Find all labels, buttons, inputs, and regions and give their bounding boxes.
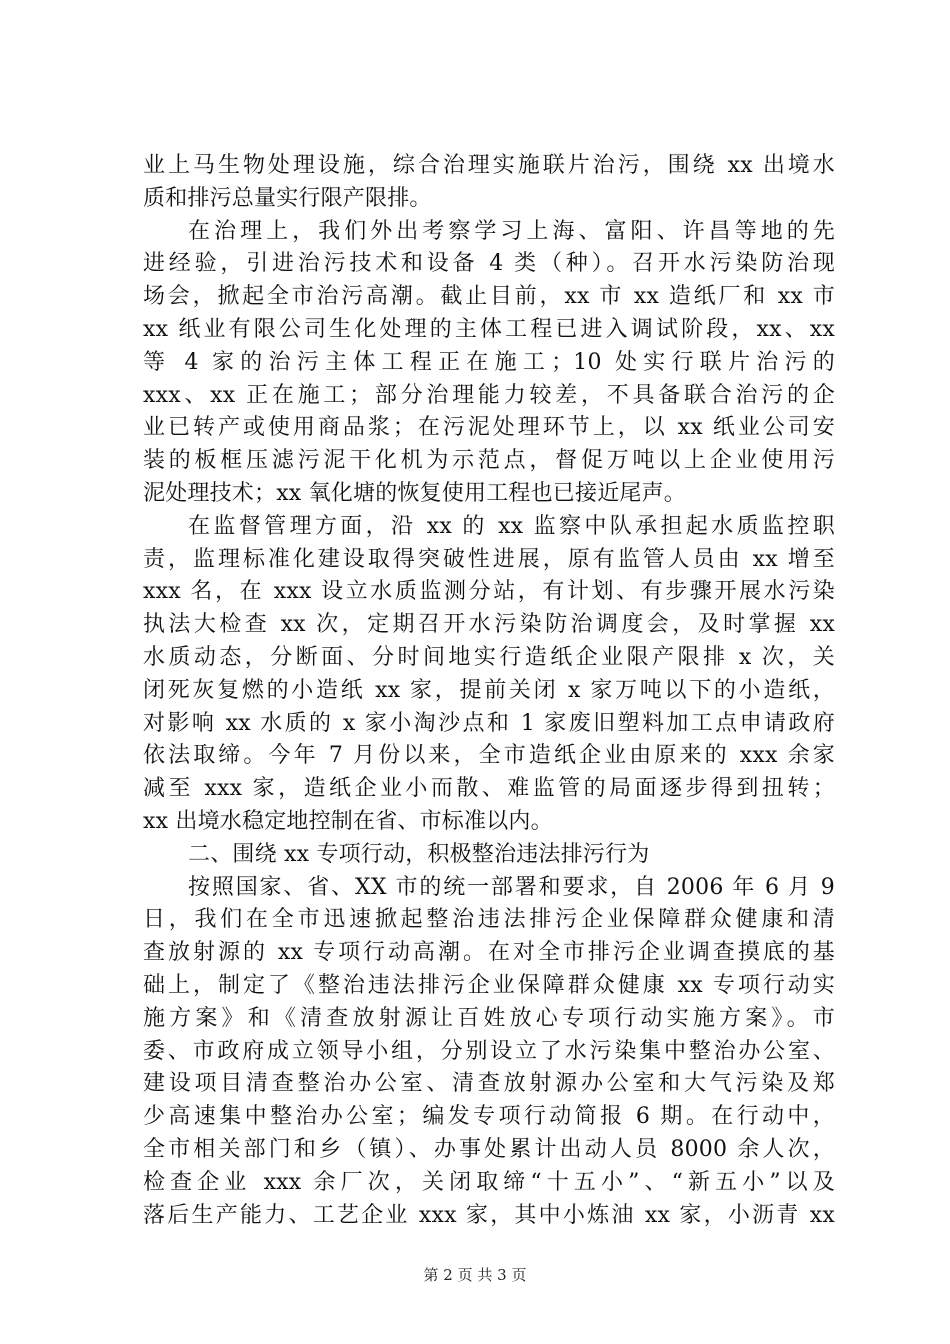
text-line: 等 4 家的治污主体工程正在施工；10 处实行联片治污的 (143, 349, 835, 375)
text-line: xx 出境水稳定地控制在省、市标准以内。 (143, 808, 553, 834)
text-line: 建设项目清查整治办公室、清查放射源办公室和大气污染及郑 (143, 1071, 835, 1097)
text-line: 水质动态，分断面、分时间地实行造纸企业限产限排 x 次，关 (143, 644, 835, 670)
paragraph-start-line: 在监督管理方面，沿 xx 的 xx 监察中队承担起水质监控职 (188, 513, 835, 539)
text-line: xxx、xx 正在施工；部分治理能力较差，不具备联合治污的企 (143, 382, 835, 408)
text-line: xx 纸业有限公司生化处理的主体工程已进入调试阶段，xx、xx (143, 316, 835, 342)
text-line: 执法大检查 xx 次，定期召开水污染防治调度会，及时掌握 xx (143, 612, 835, 638)
paragraph-start-line: 按照国家、省、XX 市的统一部署和要求，自 2006 年 6 月 9 (188, 874, 835, 900)
text-line: 对影响 xx 水质的 x 家小淘沙点和 1 家废旧塑料加工点申请政府 (143, 710, 835, 736)
text-line: 落后生产能力、工艺企业 xxx 家，其中小炼油 xx 家，小沥青 xx (143, 1202, 835, 1228)
page-number-footer: 第 2 页 共 3 页 (423, 1266, 527, 1284)
text-line: xxx 名，在 xxx 设立水质监测分站，有计划、有步骤开展水污染 (143, 579, 835, 605)
text-line: 检查企业 xxx 余厂次，关闭取缔“十五小”、“新五小”以及 (143, 1169, 835, 1195)
text-line: 场会，掀起全市治污高潮。截止目前，xx 市 xx 造纸厂和 xx 市 (143, 284, 835, 310)
text-line: 装的板框压滤污泥干化机为示范点，督促万吨以上企业使用污 (143, 448, 835, 474)
text-line: 少高速集中整治办公室；编发专项行动简报 6 期。在行动中， (143, 1104, 835, 1130)
text-line: 责，监理标准化建设取得突破性进展，原有监管人员由 xx 增至 (143, 546, 835, 572)
text-line: 进经验，引进治污技术和设备 4 类（种）。召开水污染防治现 (143, 251, 835, 277)
text-line: 业上马生物处理设施，综合治理实施联片治污，围绕 xx 出境水 (143, 153, 835, 178)
text-line: 查放射源的 xx 专项行动高潮。在对全市排污企业调查摸底的基 (143, 940, 835, 966)
text-line: 础上，制定了《整治违法排污企业保障群众健康 xx 专项行动实 (143, 972, 835, 998)
section-heading: 二、围绕 xx 专项行动，积极整治违法排污行为 (188, 841, 650, 867)
text-line: 委、市政府成立领导小组，分别设立了水污染集中整治办公室、 (143, 1038, 835, 1064)
text-line: 施方案》和《清查放射源让百姓放心专项行动实施方案》。市 (143, 1005, 835, 1031)
text-line: 依法取缔。今年 7 月份以来，全市造纸企业由原来的 xxx 余家 (143, 743, 835, 769)
text-line: 业已转产或使用商品浆；在污泥处理环节上，以 xx 纸业公司安 (143, 415, 835, 441)
text-line: 质和排污总量实行限产限排。 (143, 185, 432, 211)
text-line: 日，我们在全市迅速掀起整治违法排污企业保障群众健康和清 (143, 907, 835, 933)
text-line: 减至 xxx 家，造纸企业小而散、难监管的局面逐步得到扭转； (143, 776, 835, 802)
paragraph-start-line: 在治理上，我们外出考察学习上海、富阳、许昌等地的先 (188, 218, 835, 244)
document-body (143, 150, 835, 1232)
text-line: 全市相关部门和乡（镇）、办事处累计出动人员 8000 余人次， (143, 1136, 835, 1162)
text-line: 泥处理技术；xx 氧化塘的恢复使用工程也已接近尾声。 (143, 480, 687, 506)
text-line: 闭死灰复燃的小造纸 xx 家，提前关闭 x 家万吨以下的小造纸， (143, 677, 835, 703)
